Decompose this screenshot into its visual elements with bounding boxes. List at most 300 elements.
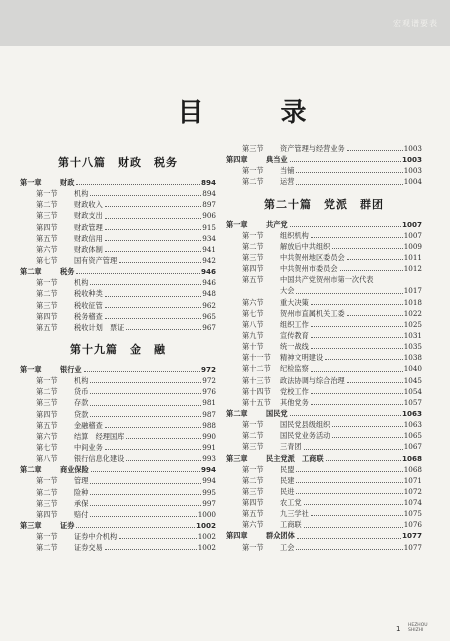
toc-entry-title: 金融稽查 <box>74 420 103 430</box>
dot-leader <box>91 471 200 472</box>
dot-leader <box>296 482 402 483</box>
toc-entry-title: 三青团 <box>280 442 302 452</box>
toc-page-number: 990 <box>202 431 216 441</box>
toc-entry-title: 工商联 <box>280 520 302 530</box>
toc-section-row[interactable] <box>20 420 216 431</box>
toc-section-row[interactable] <box>20 509 216 520</box>
toc-page-number: 934 <box>202 233 216 243</box>
toc-entry-number: 第十四节 <box>242 386 271 396</box>
toc-page-number: 894 <box>200 177 216 187</box>
toc-page-number: 1012 <box>403 264 422 274</box>
toc-section-row[interactable] <box>226 419 422 430</box>
toc-section-row[interactable] <box>226 341 422 352</box>
toc-entry-title: 机构 <box>74 376 89 386</box>
toc-entry-number: 第四节 <box>36 509 58 519</box>
toc-entry-title: 国有资产管理 <box>74 255 118 265</box>
toc-section-row[interactable] <box>20 255 216 266</box>
part-heading: 第十八篇 财政 税务 <box>58 156 178 169</box>
dot-leader <box>311 337 403 338</box>
toc-page-number: 976 <box>202 387 216 397</box>
header-tag: 宏观谱要表 <box>393 19 438 28</box>
toc-entry-number: 第七节 <box>36 442 58 452</box>
toc-entry-number: 第六节 <box>242 520 264 530</box>
toc-entry-number: 第一章 <box>226 219 248 229</box>
toc-entry-title: 运营 <box>280 177 295 187</box>
toc-entry-number: 第四节 <box>242 498 264 508</box>
dot-leader <box>311 515 403 516</box>
toc-entry-number: 第三节 <box>36 300 58 310</box>
toc-page-number: 981 <box>202 398 216 408</box>
toc-section-row[interactable] <box>226 319 422 330</box>
toc-entry-title: 中共贺州地区委员会 <box>280 252 345 262</box>
toc-entry-title: 纪检监察 <box>280 364 309 374</box>
toc-page-number: 988 <box>202 420 216 430</box>
toc-page-number: 1009 <box>403 241 422 251</box>
toc-page-number: 995 <box>202 487 216 497</box>
toc-entry-number: 第四章 <box>226 155 248 165</box>
toc-section-row[interactable] <box>226 285 422 296</box>
toc-entry-number: 第二节 <box>36 387 58 397</box>
dot-leader <box>296 493 402 494</box>
toc-entry-title: 政法协调与综合治理 <box>280 375 345 385</box>
toc-entry-number: 第三节 <box>36 211 58 221</box>
dot-leader <box>290 226 401 227</box>
toc-entry-number: 第二章 <box>20 267 42 277</box>
toc-page-number: 1003 <box>403 166 422 176</box>
toc-page-number: 1045 <box>403 375 422 385</box>
dot-leader <box>90 416 201 417</box>
toc-chapter-row[interactable] <box>226 531 422 542</box>
toc-entry-title: 其他党务 <box>280 397 309 407</box>
toc-entry-title: 中国共产党贺州市第一次代表 <box>280 275 374 285</box>
dot-leader <box>90 284 201 285</box>
toc-page-number: 972 <box>202 376 216 386</box>
toc-entry-title: 典当业 <box>266 155 288 165</box>
toc-section-row[interactable] <box>226 230 422 241</box>
toc-entry-title: 结算 经理国库 <box>74 431 125 441</box>
toc-entry-title: 中共贺州市委员会 <box>280 264 338 274</box>
toc-entry-number: 第二章 <box>20 465 42 475</box>
dot-leader <box>340 270 403 271</box>
toc-section-row[interactable] <box>226 430 422 441</box>
toc-entry-number: 第四节 <box>36 222 58 232</box>
toc-entry-title: 银行业 <box>60 364 82 374</box>
toc-section-row[interactable] <box>226 363 422 374</box>
toc-chapter-row[interactable] <box>226 154 422 165</box>
toc-section-row[interactable] <box>226 176 422 187</box>
toc-section-row[interactable] <box>226 519 422 530</box>
dot-leader <box>296 184 402 185</box>
dot-leader <box>311 371 403 372</box>
toc-entry-title: 管理 <box>74 476 89 486</box>
dot-leader <box>105 307 202 308</box>
toc-section-row[interactable] <box>226 375 422 386</box>
toc-entry-number: 第四节 <box>242 264 264 274</box>
toc-section-row[interactable] <box>226 263 422 274</box>
toc-page-number: 994 <box>202 476 216 486</box>
toc-section-row[interactable] <box>20 210 216 221</box>
page-title: 目 录 <box>177 98 341 128</box>
toc-page-number: 1018 <box>403 297 422 307</box>
toc-entry-number: 第二节 <box>242 177 264 187</box>
toc-page-number: 1000 <box>197 509 216 519</box>
toc-page-number: 994 <box>200 465 216 475</box>
toc-entry-number: 第一节 <box>242 166 264 176</box>
toc-entry-title: 税收征管 <box>74 300 103 310</box>
toc-section-row[interactable] <box>20 487 216 498</box>
footer-code-line: HEZHOU <box>408 623 428 628</box>
dot-leader <box>347 150 403 151</box>
toc-section-row[interactable] <box>226 486 422 497</box>
dot-leader <box>332 437 402 438</box>
toc-entry-number: 第四章 <box>226 531 248 541</box>
toc-page-number: 1031 <box>403 330 422 340</box>
dot-leader <box>105 427 202 428</box>
toc-page-number: 1077 <box>403 542 422 552</box>
toc-entry-number: 第七节 <box>36 255 58 265</box>
dot-leader <box>105 549 197 550</box>
toc-chapter-row[interactable] <box>20 520 216 531</box>
toc-chapter-row[interactable] <box>226 219 422 230</box>
toc-page-number: 1067 <box>403 442 422 452</box>
part-heading: 第十九篇 金 融 <box>70 342 166 356</box>
toc-entry-number: 第一节 <box>36 476 58 486</box>
dot-leader <box>304 449 403 450</box>
toc-section-row[interactable] <box>226 464 422 475</box>
dot-leader <box>311 393 403 394</box>
toc-section-row[interactable] <box>226 542 422 553</box>
toc-section-row[interactable] <box>20 475 216 486</box>
toc-entry-number: 第八节 <box>242 319 264 329</box>
dot-leader <box>332 426 402 427</box>
toc-entry-number: 第一章 <box>20 364 42 374</box>
toc-page-number: 967 <box>202 322 216 332</box>
toc-section-row[interactable] <box>226 397 422 408</box>
toc-page-number: 915 <box>202 222 216 232</box>
toc-entry-title: 精神文明建设 <box>280 353 324 363</box>
toc-entry-title: 民进 <box>280 486 295 496</box>
toc-page-number: 965 <box>202 311 216 321</box>
toc-section-row[interactable] <box>20 409 216 420</box>
toc-entry-number: 第一节 <box>242 230 264 240</box>
toc-section-row[interactable] <box>226 274 422 285</box>
toc-entry-number: 第十节 <box>242 342 264 352</box>
toc-entry-title: 险种 <box>74 487 89 497</box>
toc-entry-number: 第二节 <box>36 200 58 210</box>
toc-section-row[interactable] <box>20 431 216 442</box>
toc-page-number: 1068 <box>401 453 422 463</box>
toc-section-row[interactable] <box>226 143 422 154</box>
dot-leader <box>311 237 403 238</box>
toc-page-number: 991 <box>202 442 216 452</box>
dot-leader <box>126 460 201 461</box>
dot-leader <box>311 348 403 349</box>
dot-leader <box>290 161 401 162</box>
toc-page-number: 1017 <box>403 286 422 296</box>
toc-entry-title: 民盟 <box>280 464 295 474</box>
toc-section-row[interactable] <box>226 497 422 508</box>
toc-entry-title: 证券交易 <box>74 543 103 553</box>
toc-entry-number: 第一节 <box>36 189 58 199</box>
toc-entry-title: 统一战线 <box>280 342 309 352</box>
toc-entry-number: 第三节 <box>36 398 58 408</box>
toc-section-row[interactable] <box>20 311 216 322</box>
dot-leader <box>311 326 403 327</box>
toc-entry-number: 第五节 <box>36 420 58 430</box>
toc-entry-title: 资产管理与经营业务 <box>280 143 345 153</box>
toc-entry-number: 第一章 <box>20 177 42 187</box>
toc-entry-number: 第五节 <box>242 509 264 519</box>
dot-leader <box>296 293 402 294</box>
toc-entry-title: 九三学社 <box>280 509 309 519</box>
toc-page-number: 941 <box>202 244 216 254</box>
dot-leader <box>105 296 202 297</box>
toc-section-row[interactable] <box>226 475 422 486</box>
toc-page-number: 1011 <box>403 252 422 262</box>
dot-leader <box>76 184 200 185</box>
toc-entry-title: 民建 <box>280 475 295 485</box>
toc-section-row[interactable] <box>20 397 216 408</box>
dot-leader <box>105 318 202 319</box>
toc-section-row[interactable] <box>226 241 422 252</box>
toc-page-number: 1075 <box>403 509 422 519</box>
dot-leader <box>311 404 403 405</box>
dot-leader <box>126 438 201 439</box>
toc-entry-title: 商业保险 <box>60 465 89 475</box>
dot-leader <box>90 505 201 506</box>
toc-entry-number: 第五节 <box>242 275 264 285</box>
toc-entry-title: 银行信息化建设 <box>74 454 125 464</box>
toc-entry-title: 中间业务 <box>74 442 103 452</box>
toc-section-row[interactable] <box>20 542 216 553</box>
toc-section-row[interactable] <box>20 531 216 542</box>
toc-section-row[interactable] <box>20 442 216 453</box>
toc-section-row[interactable] <box>20 199 216 210</box>
toc-page-number: 972 <box>200 364 216 374</box>
dot-leader <box>105 449 202 450</box>
toc-section-row[interactable] <box>226 330 422 341</box>
toc-entry-title: 财政收入 <box>74 200 103 210</box>
toc-entry-number: 第一节 <box>242 420 264 430</box>
toc-entry-title: 财政信用 <box>74 233 103 243</box>
dot-leader <box>90 494 201 495</box>
dot-leader <box>76 273 200 274</box>
dot-leader <box>105 218 202 219</box>
toc-section-row[interactable] <box>226 386 422 397</box>
toc-section-row[interactable] <box>20 498 216 509</box>
toc-entry-number: 第五节 <box>36 322 58 332</box>
part-heading: 第二十篇 党派 群团 <box>264 197 384 211</box>
toc-entry-number: 第六节 <box>36 244 58 254</box>
toc-page-number: 948 <box>202 289 216 299</box>
toc-section-row[interactable] <box>226 441 422 452</box>
dot-leader <box>297 538 401 539</box>
dot-leader <box>304 527 403 528</box>
toc-entry-title: 贷款 <box>74 409 89 419</box>
toc-entry-title: 大会 <box>280 286 295 296</box>
toc-entry-title: 税务 <box>60 267 75 277</box>
dot-leader <box>126 329 201 330</box>
toc-entry-title: 组织机构 <box>280 230 309 240</box>
dot-leader <box>105 229 202 230</box>
toc-page-number: 1071 <box>403 475 422 485</box>
toc-entry-number: 第三章 <box>20 520 42 530</box>
dot-leader <box>84 371 200 372</box>
toc-entry-title: 国民党县级组织 <box>280 420 331 430</box>
toc-section-row[interactable] <box>226 508 422 519</box>
toc-section-row[interactable] <box>226 252 422 263</box>
toc-page-number: 1077 <box>401 531 422 541</box>
toc-entry-title: 货币 <box>74 387 89 397</box>
toc-entry-title: 机构 <box>74 189 89 199</box>
toc-entry-number: 第三节 <box>242 486 264 496</box>
toc-page-number: 1072 <box>403 486 422 496</box>
toc-entry-number: 第十五节 <box>242 397 271 407</box>
toc-entry-number: 第七节 <box>242 308 264 318</box>
toc-chapter-row[interactable] <box>20 266 216 277</box>
toc-entry-number: 第四节 <box>36 311 58 321</box>
toc-page-number: 906 <box>202 211 216 221</box>
dot-leader <box>119 538 197 539</box>
toc-entry-number: 第一节 <box>36 278 58 288</box>
toc-entry-title: 财政支出 <box>74 211 103 221</box>
toc-page-number: 942 <box>202 255 216 265</box>
toc-right-column <box>226 143 422 553</box>
dot-leader <box>296 471 402 472</box>
dot-leader <box>105 251 202 252</box>
toc-entry-number: 第三节 <box>242 252 264 262</box>
toc-section-row[interactable] <box>20 375 216 386</box>
toc-entry-title: 证券 <box>60 520 75 530</box>
toc-page-number: 1076 <box>403 520 422 530</box>
toc-entry-title: 党校工作 <box>280 386 309 396</box>
toc-entry-title: 重大决策 <box>280 297 309 307</box>
toc-entry-title: 存款 <box>74 398 89 408</box>
toc-entry-title: 组织工作 <box>280 319 309 329</box>
toc-entry-title: 证券中介机构 <box>74 532 118 542</box>
toc-entry-number: 第二节 <box>242 431 264 441</box>
toc-page-number: 1057 <box>403 397 422 407</box>
toc-entry-number: 第八节 <box>36 454 58 464</box>
toc-entry-title: 工会 <box>280 542 295 552</box>
toc-page-number: 1063 <box>401 408 422 418</box>
toc-section-row[interactable] <box>20 233 216 244</box>
dot-leader <box>311 304 403 305</box>
toc-page-number: 1007 <box>401 219 422 229</box>
toc-page-number: 1040 <box>403 364 422 374</box>
toc-section-row[interactable] <box>20 188 216 199</box>
toc-entry-title: 群众团体 <box>266 531 295 541</box>
toc-entry-title: 贺州市直属机关工委 <box>280 308 345 318</box>
toc-page-number: 993 <box>202 454 216 464</box>
toc-page-number: 1054 <box>403 386 422 396</box>
dot-leader <box>304 504 403 505</box>
toc-entry-title: 机构 <box>74 278 89 288</box>
dot-leader <box>347 382 403 383</box>
toc-entry-title: 解放后中共组织 <box>280 241 331 251</box>
toc-entry-title: 宣传教育 <box>280 330 309 340</box>
toc-section-row[interactable] <box>20 300 216 311</box>
dot-leader <box>90 382 201 383</box>
dot-leader <box>90 195 201 196</box>
dot-leader <box>119 262 201 263</box>
dot-leader <box>332 248 402 249</box>
toc-entry-number: 第六节 <box>36 431 58 441</box>
toc-chapter-row[interactable] <box>226 408 422 419</box>
toc-section-row[interactable] <box>226 352 422 363</box>
toc-section-row[interactable] <box>20 386 216 397</box>
toc-page-number: 1068 <box>403 464 422 474</box>
footer-code-line: SHIZHI <box>408 628 424 633</box>
toc-page-number: 1074 <box>403 498 422 508</box>
toc-section-row[interactable] <box>226 297 422 308</box>
toc-entry-title: 国民党业务活动 <box>280 431 331 441</box>
toc-section-row[interactable] <box>226 165 422 176</box>
toc-entry-title: 赔付 <box>74 509 89 519</box>
toc-entry-number: 第二章 <box>226 408 248 418</box>
dot-leader <box>326 460 401 461</box>
dot-leader <box>347 259 403 260</box>
dot-leader <box>90 393 201 394</box>
dot-leader <box>105 206 202 207</box>
toc-section-row[interactable] <box>20 277 216 288</box>
toc-entry-number: 第十二节 <box>242 364 271 374</box>
dot-leader <box>90 405 201 406</box>
toc-page-number: 1003 <box>401 155 422 165</box>
toc-entry-number: 第六节 <box>242 297 264 307</box>
toc-section-row[interactable] <box>226 308 422 319</box>
toc-page-number: 1002 <box>197 543 216 553</box>
toc-page-number: 946 <box>202 278 216 288</box>
page-number: 1 <box>396 625 401 633</box>
toc-entry-number: 第二节 <box>36 487 58 497</box>
toc-entry-title: 财政管理 <box>74 222 103 232</box>
toc-chapter-row[interactable] <box>20 364 216 375</box>
toc-entry-number: 第十一节 <box>242 353 271 363</box>
toc-page-number: 1007 <box>403 230 422 240</box>
dot-leader <box>347 315 403 316</box>
toc-section-row[interactable] <box>20 453 216 464</box>
toc-section-row[interactable] <box>20 288 216 299</box>
toc-page-number: 997 <box>202 498 216 508</box>
toc-chapter-row[interactable] <box>226 453 422 464</box>
toc-chapter-row[interactable] <box>20 177 216 188</box>
toc-page-number: 962 <box>202 300 216 310</box>
dot-leader <box>290 415 401 416</box>
toc-entry-number: 第五节 <box>36 233 58 243</box>
dot-leader <box>325 359 403 360</box>
toc-page-number: 1025 <box>403 319 422 329</box>
toc-entry-number: 第三节 <box>242 143 264 153</box>
toc-chapter-row[interactable] <box>20 464 216 475</box>
toc-entry-title: 农工党 <box>280 498 302 508</box>
dot-leader <box>76 527 195 528</box>
toc-entry-number: 第三章 <box>226 453 248 463</box>
dot-leader <box>90 483 201 484</box>
toc-section-row[interactable] <box>20 222 216 233</box>
toc-page-number: 946 <box>200 267 216 277</box>
toc-entry-number: 第三节 <box>36 498 58 508</box>
toc-entry-number: 第二节 <box>36 543 58 553</box>
toc-entry-title: 国民党 <box>266 408 288 418</box>
toc-section-row[interactable] <box>20 244 216 255</box>
toc-entry-number: 第四节 <box>36 409 58 419</box>
toc-page-number: 1022 <box>403 308 422 318</box>
toc-entry-title: 民主党派 工商联 <box>266 453 324 463</box>
toc-entry-number: 第一节 <box>242 542 264 552</box>
toc-left-column <box>20 140 216 553</box>
toc-section-row[interactable] <box>20 322 216 333</box>
